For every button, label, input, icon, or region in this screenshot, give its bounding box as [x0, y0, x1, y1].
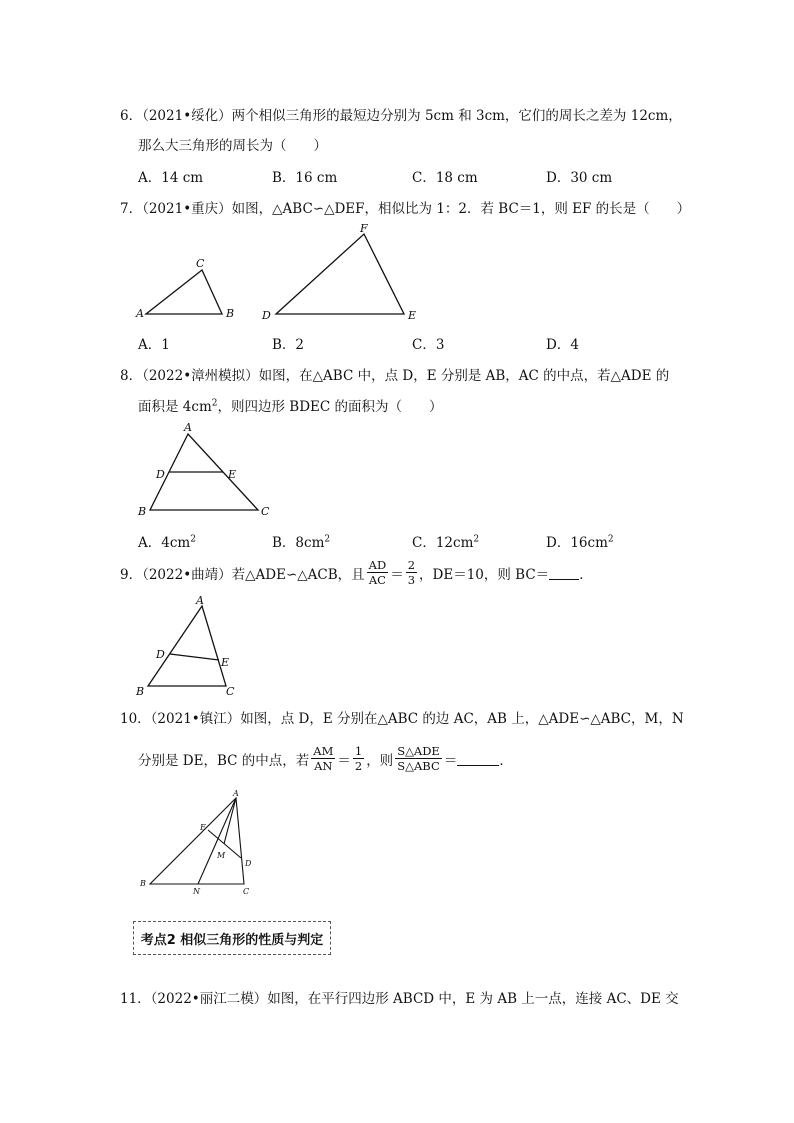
q9-label-b: B: [136, 685, 145, 698]
q8-line2-b: ，则四边形 BDEC 的面积为（ ）: [217, 399, 443, 415]
q8-figure: [130, 418, 280, 520]
q8-option-d: D．$16cm^2$: [546, 534, 614, 551]
q9-prefix: 9．（2022•曲靖）若△ADE∽△ACB，且: [120, 566, 365, 583]
q8-line2-a: 面积是 4cm: [138, 399, 212, 415]
segment-de-q9: [170, 654, 219, 660]
q8-label-b: B: [138, 505, 147, 518]
q10-mid: ，则: [366, 752, 394, 769]
q8-line2: [138, 395, 443, 415]
q8-label-a: A: [184, 421, 192, 434]
section-title-box: [133, 921, 331, 955]
q10-label-d: D: [245, 859, 252, 868]
q9-fraction-ad-ac: $\frac{AD}{AC}$: [368, 558, 387, 587]
triangle-abc: [146, 270, 222, 314]
q8-label-c: C: [261, 505, 270, 518]
q6-option-b: B．16 cm: [272, 170, 338, 186]
q6-line1: 6．（2021•绥化）两个相似三角形的最短边分别为 5cm 和 3cm，它们的周长之差为 12cm，: [120, 108, 682, 124]
q7-text: 7．（2021•重庆）如图，△ABC∽△DEF，相似比为 1：2．若 BC＝1，则 EF 的长是（ ）: [120, 201, 691, 217]
q9-label-e: E: [221, 656, 230, 669]
segment-an: [198, 798, 236, 884]
q10-label-b: B: [140, 879, 146, 888]
q9-equals: ＝: [390, 566, 404, 583]
q6-line2: 那么大三角形的周长为（ ）: [138, 138, 327, 154]
q11-text: 11．（2022•丽江二模）如图，在平行四边形 ABCD 中，E 为 AB 上一点，连接 AC、DE 交: [120, 991, 679, 1007]
q10-fraction-1-2: $\frac{1}{2}$: [354, 744, 363, 773]
q10-line2-prefix: 分别是 DE，BC 的中点，若: [138, 752, 310, 769]
q10-label-c: C: [243, 887, 250, 896]
q10-fraction-area: $\frac{\text{S△ADE}}{\text{S△ABC}}$: [397, 744, 440, 773]
q9-label-a: A: [196, 594, 204, 607]
q10-label-m: M: [217, 851, 226, 860]
q10-line2: [138, 744, 513, 773]
q7-label-c: C: [196, 257, 205, 270]
q7-label-f: F: [360, 222, 368, 235]
q10-label-n: N: [193, 887, 200, 896]
q8-option-c: C．$12cm^2$: [412, 534, 480, 551]
q10-line1: 10．（2021•镇江）如图，点 D，E 分别在△ABC 的边 AC，AB 上，△ADE∽△ABC，M，N: [120, 711, 684, 727]
q6-option-c: C．18 cm: [412, 170, 478, 186]
section-title: 考点2 相似三角形的性质与判定: [140, 932, 324, 948]
q7-option-a: A．1: [138, 337, 170, 353]
triangle-def: [276, 234, 404, 314]
q10-equals: ＝: [337, 752, 351, 769]
q9-label-c: C: [226, 685, 235, 698]
q8-option-a: A．$4cm^2$: [138, 534, 196, 551]
q9-end: ．: [579, 566, 593, 583]
q7-label-b: B: [226, 307, 235, 320]
q8-line2-sup: 2: [211, 398, 218, 409]
q10-label-a: A: [233, 790, 239, 798]
q10-equals-2: ＝: [443, 752, 458, 769]
q7-label-a: A: [136, 307, 144, 320]
q8-line1: 8．（2022•漳州模拟）如图，在△ABC 中，点 D，E 分别是 AB，AC 的中点，若△ADE 的: [120, 368, 670, 384]
q10-end: ．: [499, 752, 513, 769]
q9-fraction-2-3: $\frac{2}{3}$: [407, 558, 416, 587]
q10-fraction-am-an: $\frac{AM}{AN}$: [313, 744, 334, 773]
q8-label-d: D: [156, 468, 165, 481]
q8-label-e: E: [228, 468, 237, 481]
q7-label-e: E: [408, 309, 417, 322]
q9-text: [120, 558, 593, 587]
q7-option-d: D．4: [546, 337, 579, 353]
q6-option-a: A．14 cm: [138, 170, 204, 186]
triangle-abc-q9: [148, 606, 226, 686]
q7-option-b: B．2: [272, 337, 305, 353]
q7-option-c: C．3: [412, 337, 445, 353]
q8-option-b: B．$8cm^2$: [272, 534, 331, 551]
q7-figure: [130, 220, 430, 330]
q9-figure: [130, 592, 250, 700]
q6-option-d: D．30 cm: [546, 170, 613, 186]
q7-label-d: D: [262, 309, 271, 322]
q10-answer-blank[interactable]: [457, 751, 499, 766]
q9-label-d: D: [156, 648, 165, 661]
q9-answer-blank[interactable]: [549, 565, 579, 580]
q10-figure: [130, 790, 270, 900]
q9-suffix: ，DE＝10，则 BC＝: [419, 566, 550, 583]
q10-label-e: E: [200, 823, 206, 832]
